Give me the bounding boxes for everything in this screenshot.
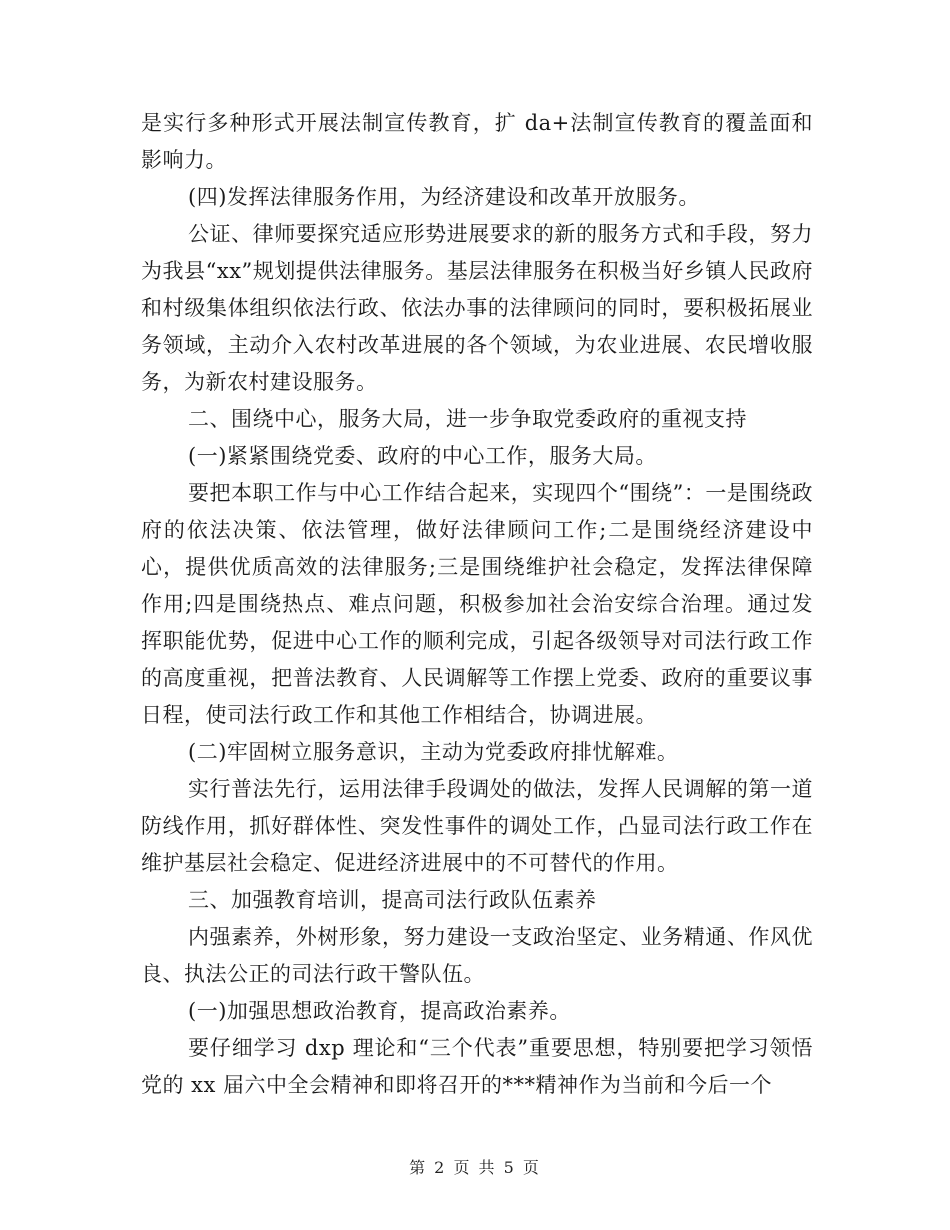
section-heading-2: 二、围绕中心，服务大局，进一步争取党委政府的重视支持 — [188, 407, 747, 431]
section-heading-3: 三、加强教育培训，提高司法行政队伍素养 — [188, 888, 597, 912]
paragraph-1: 是实行多种形式开展法制宣传教育，扩 da+法制宣传教育的覆盖面和影响力。 — [141, 111, 813, 172]
paragraph-8: 实行普法先行，运用法律手段调处的做法，发挥人民调解的第一道防线作用，抓好群体性、突发性事件的调处工作，凸显司法行政工作在维护基层社会稳定、促进经济进展中的不可替代的作用。 — [141, 777, 813, 875]
paragraph-6: 要把本职工作与中心工作结合起来，实现四个“围绕”：一是围绕政府的依法决策、依法管理，做好法律顾问工作;二是围绕经济建设中心，提供优质高效的法律服务;三是围绕维护社会稳定，发挥法律保障作用;四是围绕热点、难点问题，积极参加社会治安综合治理。通过发挥职能优势，促进中心工作的顺利完成，引起各级领导对司法行政工作的高度重视，把普法教育、人民调解等工作摆上党委、政府的重要议事日程，使司法行政工作和其他工作相结合，协调进展。 — [141, 481, 813, 727]
paragraph-2: (四)发挥法律服务作用，为经济建设和改革开放服务。 — [188, 185, 700, 209]
paragraph-10: 内强素养，外树形象，努力建设一支政治坚定、业务精通、作风优良、执法公正的司法行政干警队伍。 — [141, 925, 813, 986]
paragraph-12: 要仔细学习 dxp 理论和“三个代表”重要思想，特别要把学习领悟党的 xx 届六中全会精神和即将召开的***精神作为当前和今后一个 — [141, 1036, 813, 1097]
document-body — [141, 105, 813, 1104]
subheading-3-1: (一)加强思想政治教育，提高政治素养。 — [188, 999, 571, 1023]
subheading-2-2: (二)牢固树立服务意识，主动为党委政府排忧解难。 — [188, 740, 679, 764]
paragraph-3: 公证、律师要探究适应形势进展要求的新的服务方式和手段，努力为我县“xx”规划提供法律服务。基层法律服务在积极当好乡镇人民政府和村级集体组织依法行政、依法办事的法律顾问的同时，要积极拓展业务领域，主动介入农村改革进展的各个领域，为农业进展、农民增收服务，为新农村建设服务。 — [141, 222, 813, 394]
page-number-footer: 第 2 页 共 5 页 — [409, 1158, 541, 1177]
subheading-2-1: (一)紧紧围绕党委、政府的中心工作，服务大局。 — [188, 444, 657, 468]
